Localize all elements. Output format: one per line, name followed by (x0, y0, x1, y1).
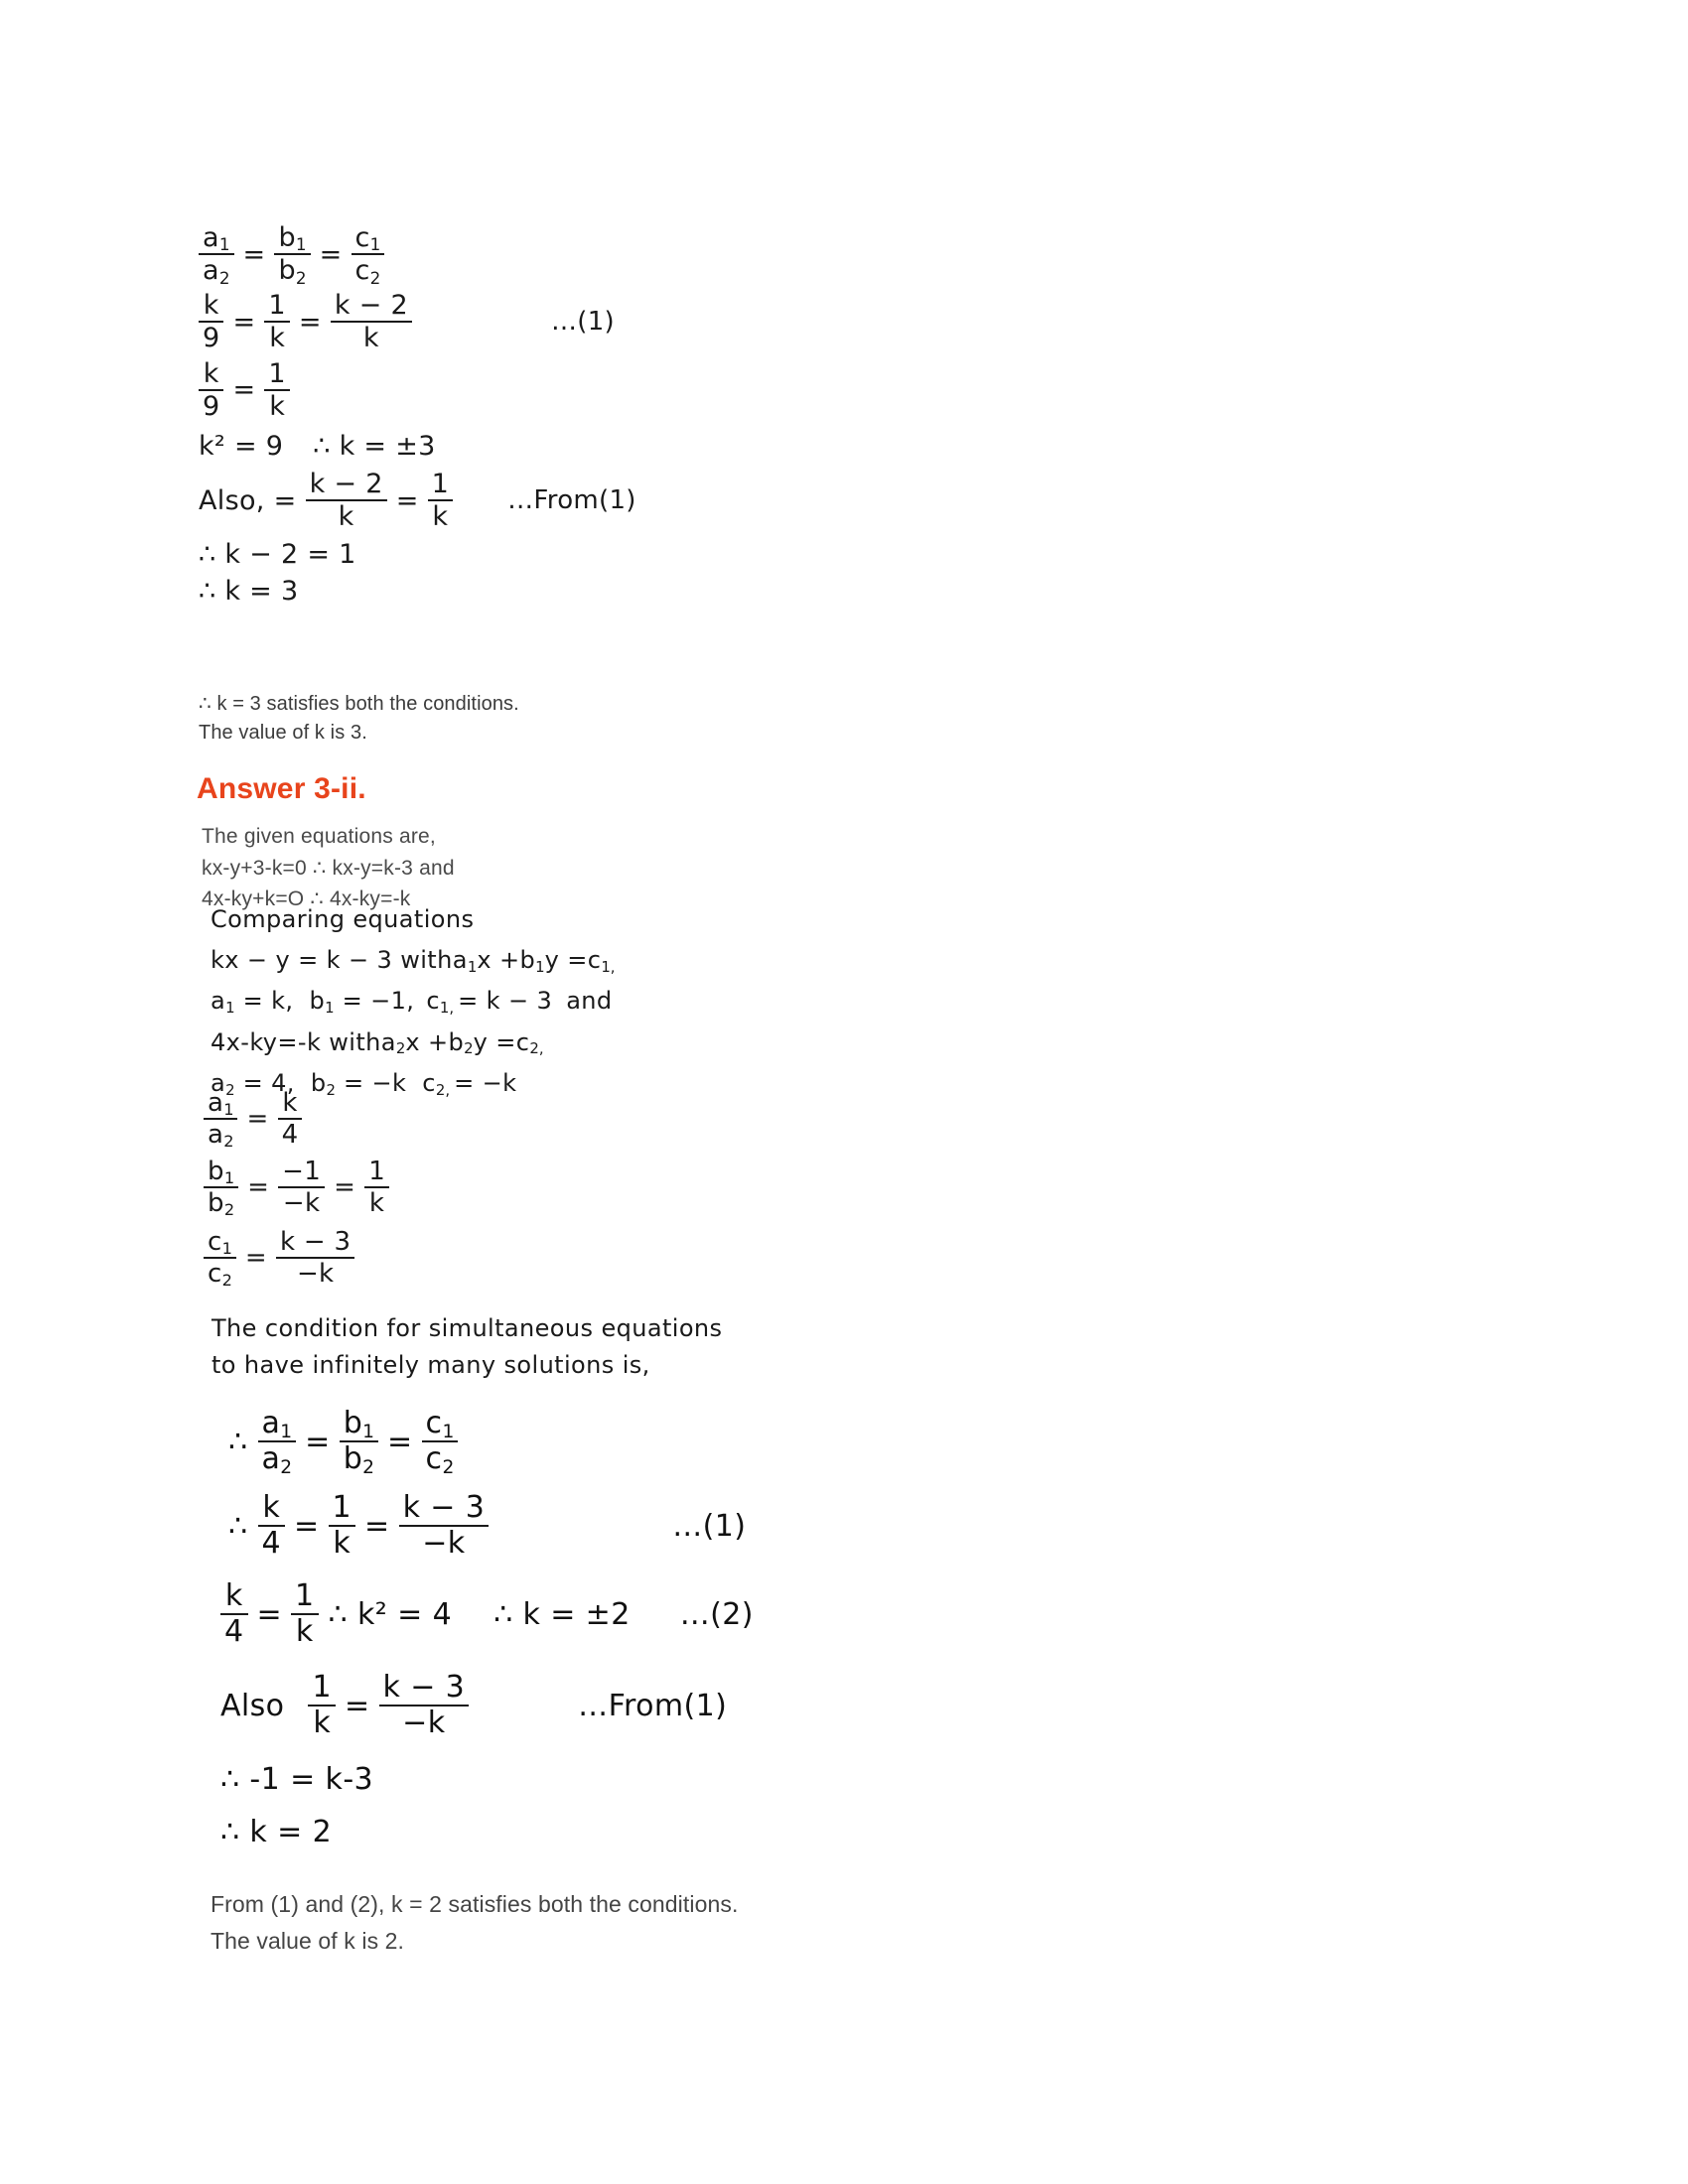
comparing-equations-block (211, 901, 616, 1102)
k-squared-row (199, 431, 636, 462)
equals-sign: = (344, 1688, 370, 1723)
ratio-a-row (204, 1088, 302, 1152)
coef-a2: $a_2$ (380, 1027, 406, 1058)
ratio-values-row (199, 291, 636, 352)
fraction-c1-c2: $\frac{c_1}{c_2}$ (204, 1228, 236, 1288)
ratio-general-row (199, 222, 636, 288)
condition-line: to have infinitely many solutions is, (211, 1351, 650, 1380)
equals-sign: = (256, 1596, 283, 1632)
compare-text: y = (544, 946, 588, 975)
fraction-k-9: $\frac{k}{9}$ (199, 291, 223, 352)
coefficients-row-1 (211, 983, 616, 1020)
fraction-k-4: $\frac{k}{4}$ (278, 1089, 303, 1149)
equals-sign: = (294, 1508, 320, 1544)
fraction-1-over-k-also: $\frac{1}{k}$ (428, 470, 453, 531)
coef-c2-label: $c_{2,}$ (422, 1068, 451, 1099)
coef-a1: $a_1$ (452, 946, 478, 977)
big-ratio-values-row (228, 1492, 746, 1561)
fraction-a1-a2: $\frac{a_1}{a_2}$ (199, 223, 234, 285)
equals-sign: = (305, 1424, 331, 1459)
equals-sign: = (364, 1508, 390, 1544)
equals-sign: = (273, 484, 297, 516)
also-label: Also (220, 1688, 285, 1723)
coef-b2: $b_2$ (448, 1027, 474, 1058)
equals-sign: = (232, 306, 256, 338)
fraction-a1-a2: $\frac{a_1}{a_2}$ (204, 1089, 237, 1149)
fraction-a1-a2: $\frac{a_1}{a_2}$ (258, 1408, 297, 1476)
trailing-and: and (566, 987, 613, 1016)
k-squared-expression: k² = 9 (199, 430, 284, 462)
fraction-1-k-reduced: $\frac{1}{k}$ (264, 359, 289, 421)
fraction-1-k: $\frac{1}{k}$ (364, 1158, 389, 1217)
coef-c2: $c_{2,}$ (515, 1027, 544, 1058)
step-text: ∴ k − 2 = 1 (199, 539, 356, 571)
coef-a1-label: $a_1$ (211, 987, 235, 1018)
answer-3-ii-heading: Answer 3-ii. (197, 772, 366, 805)
coef-b2-value: = −k (343, 1068, 407, 1097)
equals-sign: = (334, 1172, 356, 1203)
compare-text: kx − y = k − 3 with (211, 946, 453, 975)
equals-sign: = (298, 306, 322, 338)
fraction-k-4: $\frac{k}{4}$ (220, 1580, 248, 1649)
step-text: ∴ k = 2 (220, 1815, 333, 1849)
section-two-conclusion (211, 1886, 738, 1960)
equals-sign: = (244, 1243, 267, 1274)
compare-text: x + (477, 946, 520, 975)
fraction-b1-b2: $\frac{b_1}{b_2}$ (340, 1408, 378, 1476)
coef-a1-value: = k, (242, 987, 294, 1016)
step-k-equals-2 (220, 1815, 332, 1849)
k-squared-result: ∴ k² = 4 (328, 1596, 453, 1632)
step-k-equals-3 (199, 576, 636, 607)
ratio-b-row (204, 1157, 389, 1220)
coef-c1: $c_{1,}$ (587, 946, 616, 977)
compare-text: y = (473, 1027, 516, 1056)
coef-b1: $b_1$ (519, 946, 545, 977)
ratio-reduced-row (199, 359, 636, 421)
compare-row-2 (211, 1024, 616, 1061)
section-one-conclusion (199, 690, 519, 748)
given-intro: The given equations are, (202, 825, 436, 848)
fraction-k-minus-3-over-negk-also: $\frac{k - 3}{-k}$ (379, 1672, 470, 1740)
also-row (199, 470, 636, 531)
fraction-neg1-negk: $\frac{-1}{-k}$ (278, 1158, 325, 1217)
from-tag-1: …From(1) (507, 485, 636, 516)
fraction-b1-b2: $\frac{b_1}{b_2}$ (274, 223, 310, 285)
k-value-result: ∴ k = ±2 (493, 1596, 631, 1632)
coef-a2-value: = 4, (242, 1068, 295, 1097)
conclusion-line: The value of k is 3. (199, 722, 367, 744)
section-one-equations (199, 223, 636, 613)
fraction-k-minus-2-over-k-also: $\frac{k - 2}{k}$ (306, 470, 387, 531)
equals-sign: = (246, 1104, 269, 1135)
coef-b2-label: $b_2$ (310, 1068, 336, 1099)
compare-text: x + (405, 1027, 449, 1056)
coef-b1-label: $b_1$ (309, 987, 335, 1018)
equals-sign: = (232, 374, 256, 406)
condition-line: The condition for simultaneous equations (211, 1314, 723, 1342)
equals-sign: = (386, 1424, 413, 1459)
fraction-c1-c2: $\frac{c_1}{c_2}$ (422, 1408, 459, 1476)
conclusion-line: ∴ k = 3 satisfies both the conditions. (199, 693, 519, 715)
from-tag-1: …From(1) (578, 1688, 728, 1723)
also-label: Also, (199, 484, 265, 516)
equation-tag-2: …(2) (679, 1596, 754, 1632)
compare-row-1 (211, 942, 616, 979)
fraction-1-k: $\frac{1}{k}$ (291, 1580, 319, 1649)
step-text: ∴ k = 3 (199, 576, 299, 608)
fraction-k-minus-3-over-negk: $\frac{k - 3}{-k}$ (399, 1492, 490, 1561)
given-equation-2: 4x-ky+k=O ∴ 4x-ky=-k (202, 887, 411, 910)
coef-c1-label: $c_{1,}$ (426, 987, 455, 1018)
big-ratio-general-row (228, 1406, 458, 1479)
equation-tag-1: …(1) (672, 1508, 747, 1544)
therefore-symbol: ∴ (228, 1424, 248, 1459)
coef-a2-label: $a_2$ (211, 1068, 235, 1099)
fraction-k-minus-2-over-k: $\frac{k - 2}{k}$ (331, 291, 412, 352)
coef-c1-value: = k − 3 (458, 987, 553, 1016)
fraction-1-k: $\frac{1}{k}$ (264, 291, 289, 352)
fraction-k-minus-3-over-negk: $\frac{k - 3}{-k}$ (276, 1228, 354, 1288)
k-squared-result: ∴ k = ±3 (313, 430, 436, 462)
equation-tag-1: …(1) (550, 307, 615, 338)
also-row-two (220, 1672, 727, 1740)
fraction-k-9-reduced: $\frac{k}{9}$ (199, 359, 223, 421)
ratio-c-row (204, 1227, 354, 1291)
fraction-1-k-also: $\frac{1}{k}$ (308, 1672, 336, 1740)
equals-sign: = (247, 1172, 270, 1203)
step-k-minus-2 (199, 539, 636, 570)
compare-text: 4x-ky=-k with (211, 1027, 381, 1056)
coef-c2-value: = −k (454, 1068, 517, 1097)
step-neg1-equals (220, 1762, 373, 1797)
k-square-row (220, 1580, 754, 1649)
equals-sign: = (242, 238, 266, 270)
fraction-c1-c2: $\frac{c_1}{c_2}$ (352, 223, 385, 285)
fraction-k-4: $\frac{k}{4}$ (258, 1492, 286, 1561)
step-text: ∴ -1 = k-3 (220, 1762, 374, 1797)
fraction-b1-b2: $\frac{b_1}{b_2}$ (204, 1158, 238, 1217)
conclusion-line: The value of k is 2. (211, 1927, 405, 1954)
equals-sign: = (319, 238, 343, 270)
fraction-1-k: $\frac{1}{k}$ (329, 1492, 356, 1561)
therefore-symbol: ∴ (228, 1508, 248, 1544)
comparing-label: Comparing equations (211, 905, 475, 933)
given-equation-1: kx-y+3-k=0 ∴ kx-y=k-3 and (202, 856, 455, 880)
condition-text-block (211, 1310, 722, 1384)
coef-b1-value: = −1, (342, 987, 415, 1016)
conclusion-line: From (1) and (2), k = 2 satisfies both the conditions. (211, 1891, 739, 1917)
equals-sign: = (395, 484, 419, 516)
